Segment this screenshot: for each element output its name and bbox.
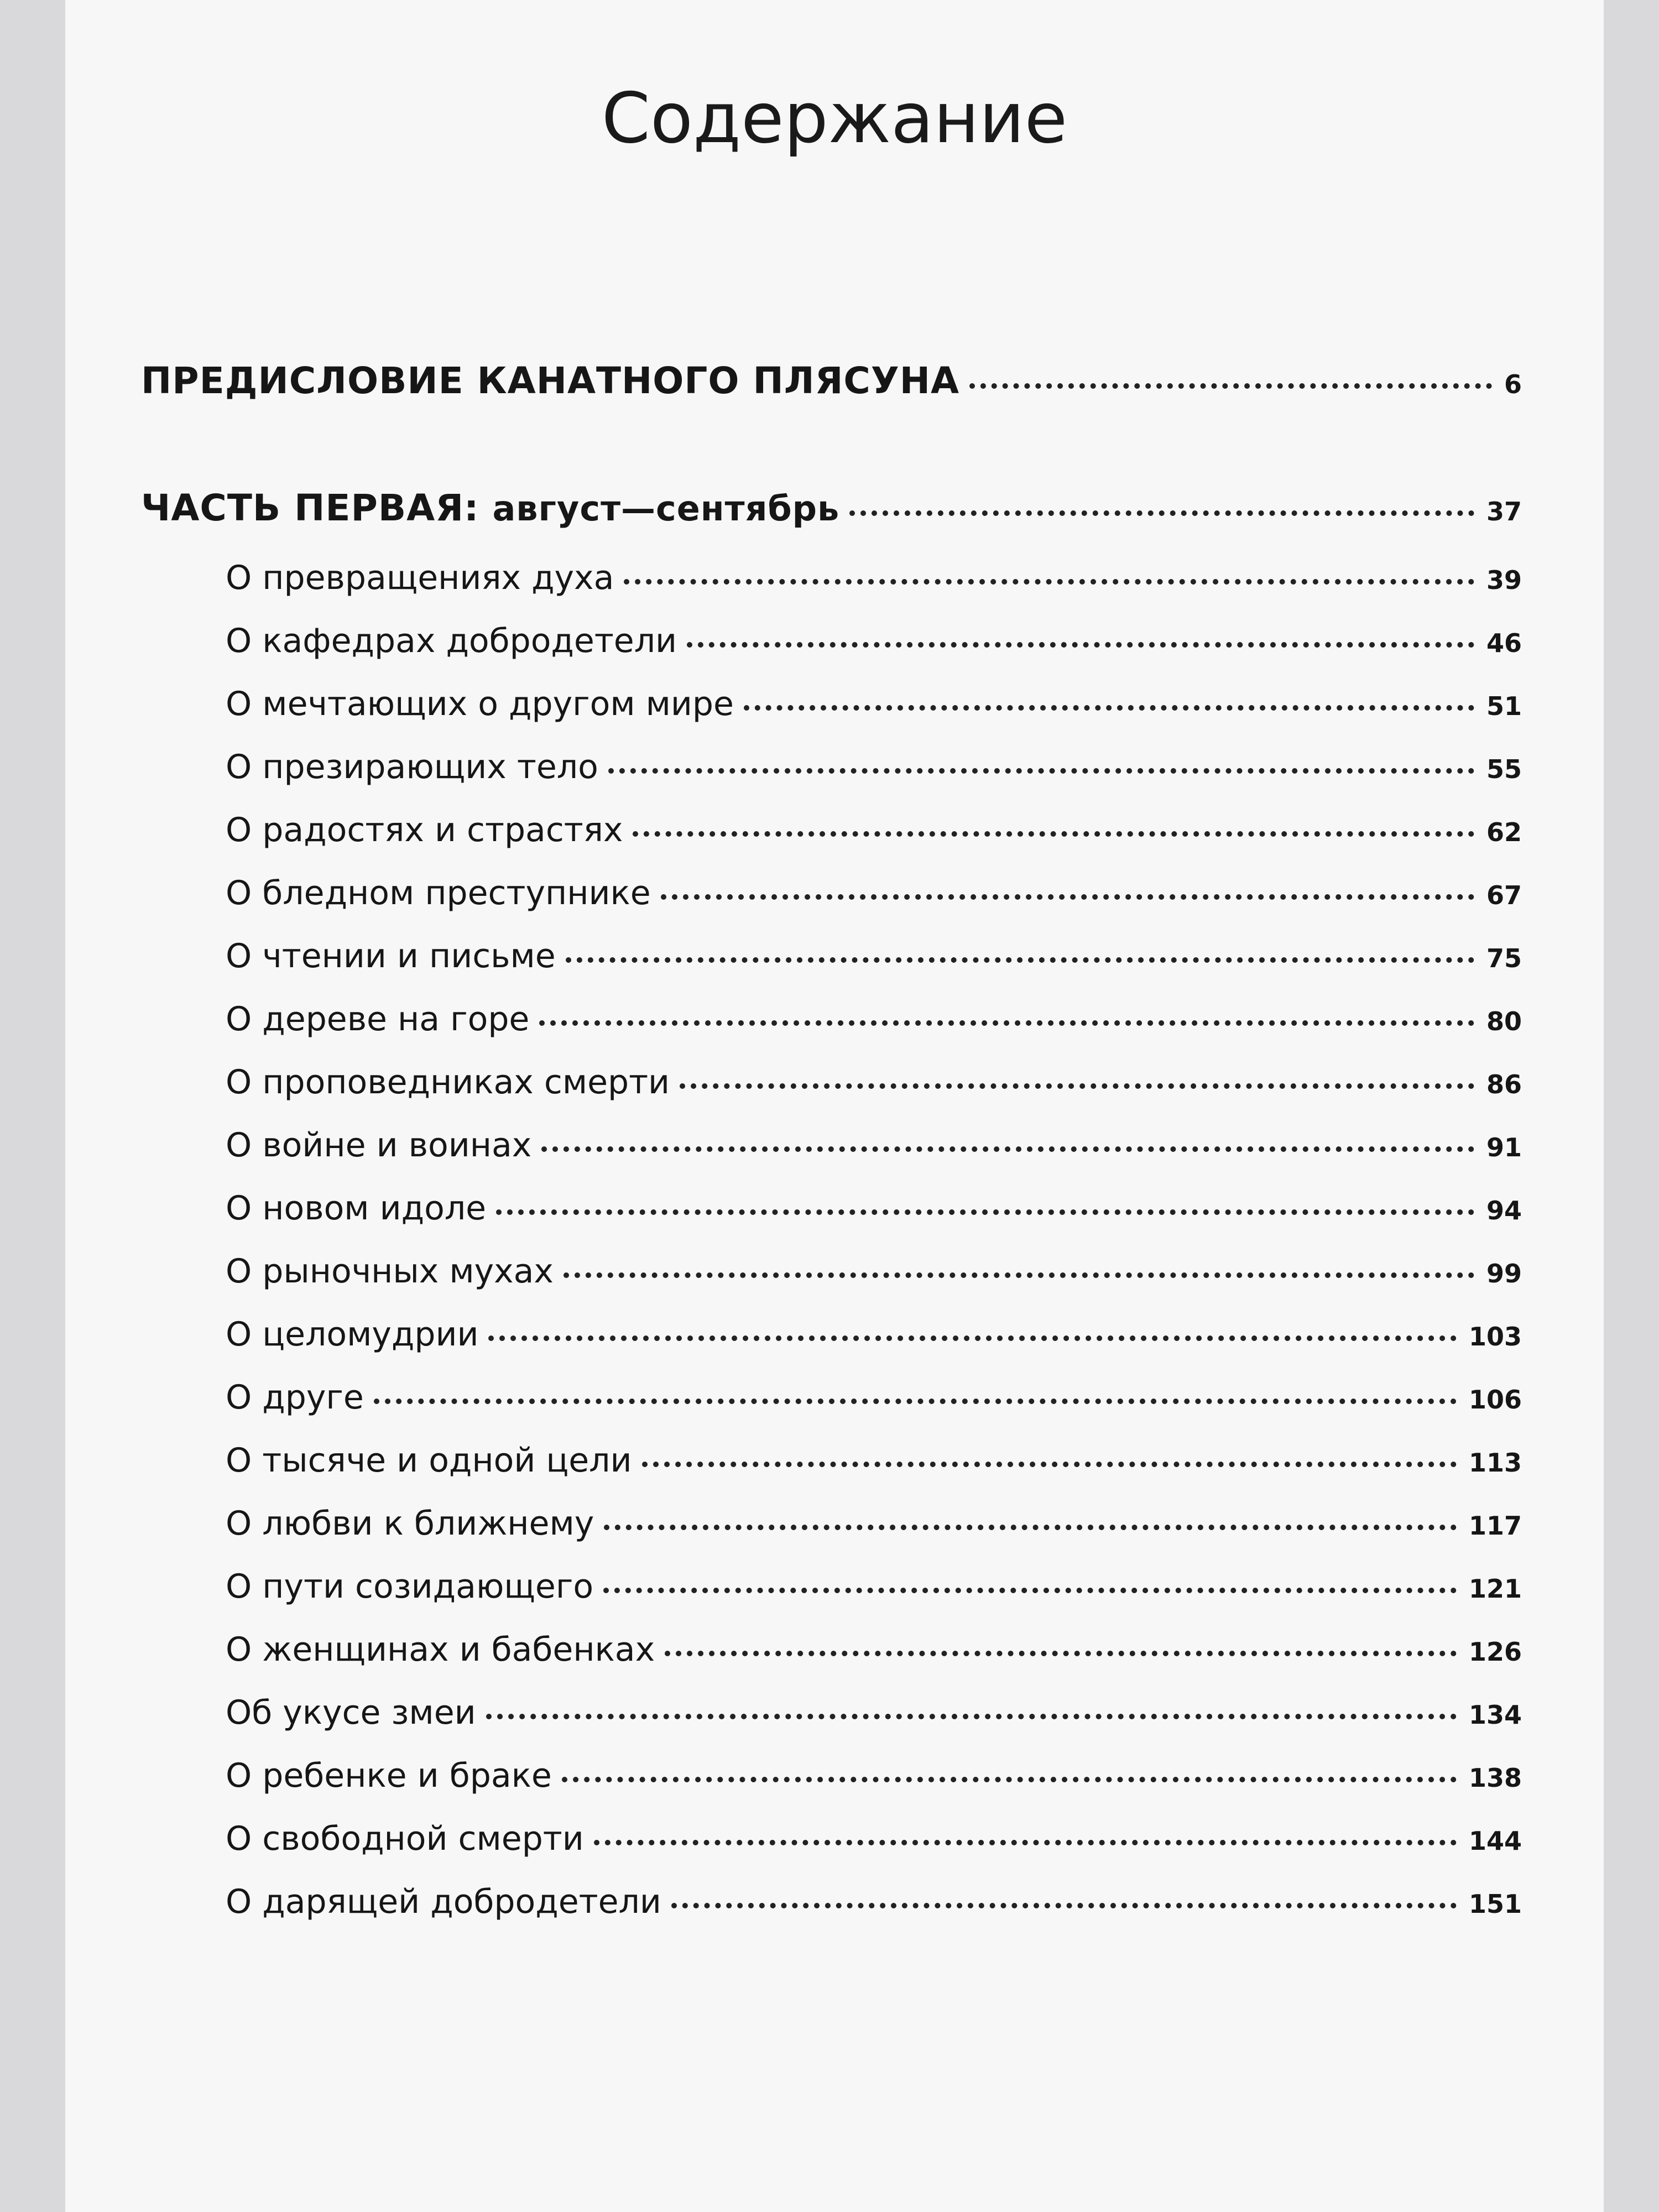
toc-chapter-title: О свободной смерти [226,1819,584,1858]
dot-leader [624,579,1474,585]
toc-chapter-row[interactable] [226,1567,1522,1606]
toc-page-number: 6 [1504,369,1522,399]
toc-page-number: 94 [1486,1196,1522,1225]
toc-page-number: 151 [1468,1889,1522,1919]
toc-chapter-title: О ребенке и браке [226,1756,552,1795]
toc-page-number: 144 [1468,1826,1522,1856]
toc-page-number: 55 [1486,754,1522,784]
dot-leader [594,1840,1457,1845]
dot-leader [604,1525,1457,1530]
toc-page-number: 46 [1486,628,1522,658]
toc-page-number: 138 [1468,1763,1522,1793]
dot-leader [608,768,1474,774]
toc-chapter-row[interactable] [226,559,1522,597]
dot-leader [566,957,1474,963]
toc-chapter-row[interactable] [226,1315,1522,1354]
toc-chapter-row[interactable] [226,1252,1522,1291]
toc-chapter-row[interactable] [226,1693,1522,1732]
toc-chapter-row[interactable] [226,1189,1522,1228]
toc-chapter-title: О бледном преступнике [226,874,651,912]
dot-leader [744,705,1474,711]
toc-chapter-title: О чтении и письме [226,937,556,975]
toc-page-number: 121 [1468,1574,1522,1604]
toc-chapter-title: О дарящей добродетели [226,1882,661,1921]
dot-leader [633,831,1474,837]
toc-chapter-row[interactable] [226,811,1522,849]
toc-page-number: 80 [1486,1006,1522,1036]
toc-page-number: 37 [1486,497,1522,526]
toc-chapter-row[interactable] [226,1000,1522,1039]
toc-chapter-title: О дереве на горе [226,1000,530,1039]
toc-chapter-row[interactable] [226,622,1522,660]
dot-leader [671,1903,1457,1908]
toc-chapter-title: О проповедниках смерти [226,1063,670,1102]
toc-page-number: 113 [1468,1448,1522,1478]
dot-leader [849,510,1474,516]
toc-chapter-row[interactable] [226,1441,1522,1480]
toc-page-number: 99 [1486,1259,1522,1288]
dot-leader [541,1146,1474,1152]
dot-leader [496,1209,1474,1215]
toc-page-number: 117 [1468,1511,1522,1541]
toc-chapter-title: О целомудрии [226,1315,479,1354]
dot-leader [562,1777,1457,1782]
dot-leader [642,1462,1457,1467]
toc-page-number: 39 [1486,565,1522,595]
toc-page-number: 103 [1468,1322,1522,1352]
toc-page-number: 106 [1468,1385,1522,1415]
toc-part-title [141,487,839,529]
toc-page-number: 51 [1486,691,1522,721]
toc-chapter-title: О мечтающих о другом мире [226,685,734,723]
toc-chapter-title: Об укусе змеи [226,1693,476,1732]
dot-leader [539,1020,1474,1026]
toc-page-number: 134 [1468,1700,1522,1730]
toc-page-number: 62 [1486,817,1522,847]
toc-chapter-row[interactable] [226,748,1522,786]
toc-chapter-title: О презирающих тело [226,748,598,786]
dot-leader [486,1714,1457,1719]
toc-chapter-row[interactable] [226,1378,1522,1417]
toc-page-number: 75 [1486,943,1522,973]
dot-leader [969,383,1492,389]
dot-leader [488,1335,1457,1341]
toc-page-number: 86 [1486,1070,1522,1099]
toc-chapter-row[interactable] [226,1882,1522,1921]
toc-part-title: ПРЕДИСЛОВИЕ КАНАТНОГО ПЛЯСУНА [141,359,960,402]
dot-leader [687,642,1474,648]
toc-chapter-row[interactable] [226,1630,1522,1669]
toc-part-title-main: ЧАСТЬ ПЕРВАЯ: [141,487,479,529]
toc-chapter-title: О радостях и страстях [226,811,623,849]
dot-leader [564,1272,1474,1278]
toc-chapter-row[interactable] [226,1756,1522,1795]
toc-chapter-title: О тысяче и одной цели [226,1441,632,1480]
book-page [65,0,1604,2212]
toc-chapter-title: О друге [226,1378,364,1417]
toc-part-title-sub: август—сентябрь [492,488,840,529]
toc-chapter-title: О кафедрах добродетели [226,622,677,660]
dot-leader [374,1399,1457,1404]
toc-page-number: 126 [1468,1637,1522,1667]
toc-chapter-title: О новом идоле [226,1189,487,1228]
toc-part-one[interactable] [141,487,1522,529]
dot-leader [603,1588,1457,1593]
toc-chapter-title: О любви к ближнему [226,1504,594,1543]
toc-part-preface[interactable] [141,359,1522,402]
dot-leader [680,1083,1474,1089]
dot-leader [661,894,1474,900]
toc-page-number: 91 [1486,1133,1522,1162]
toc-chapter-row[interactable] [226,874,1522,912]
toc-chapter-title: О пути созидающего [226,1567,594,1606]
toc-chapter-row[interactable] [226,685,1522,723]
toc-chapter-title: О превращениях духа [226,559,614,597]
toc-chapter-row[interactable] [226,1063,1522,1102]
dot-leader [665,1651,1457,1656]
toc-chapter-title: О женщинах и бабенках [226,1630,655,1669]
toc-page-number: 67 [1486,880,1522,910]
toc-chapter-row[interactable] [226,937,1522,975]
toc-chapter-row[interactable] [226,1126,1522,1165]
page-title: Содержание [601,77,1068,159]
toc-chapter-title: О рыночных мухах [226,1252,554,1291]
toc-chapter-row[interactable] [226,1819,1522,1858]
toc-chapter-row[interactable] [226,1504,1522,1543]
table-of-contents [65,0,1604,2212]
toc-chapter-title: О войне и воинах [226,1126,532,1165]
